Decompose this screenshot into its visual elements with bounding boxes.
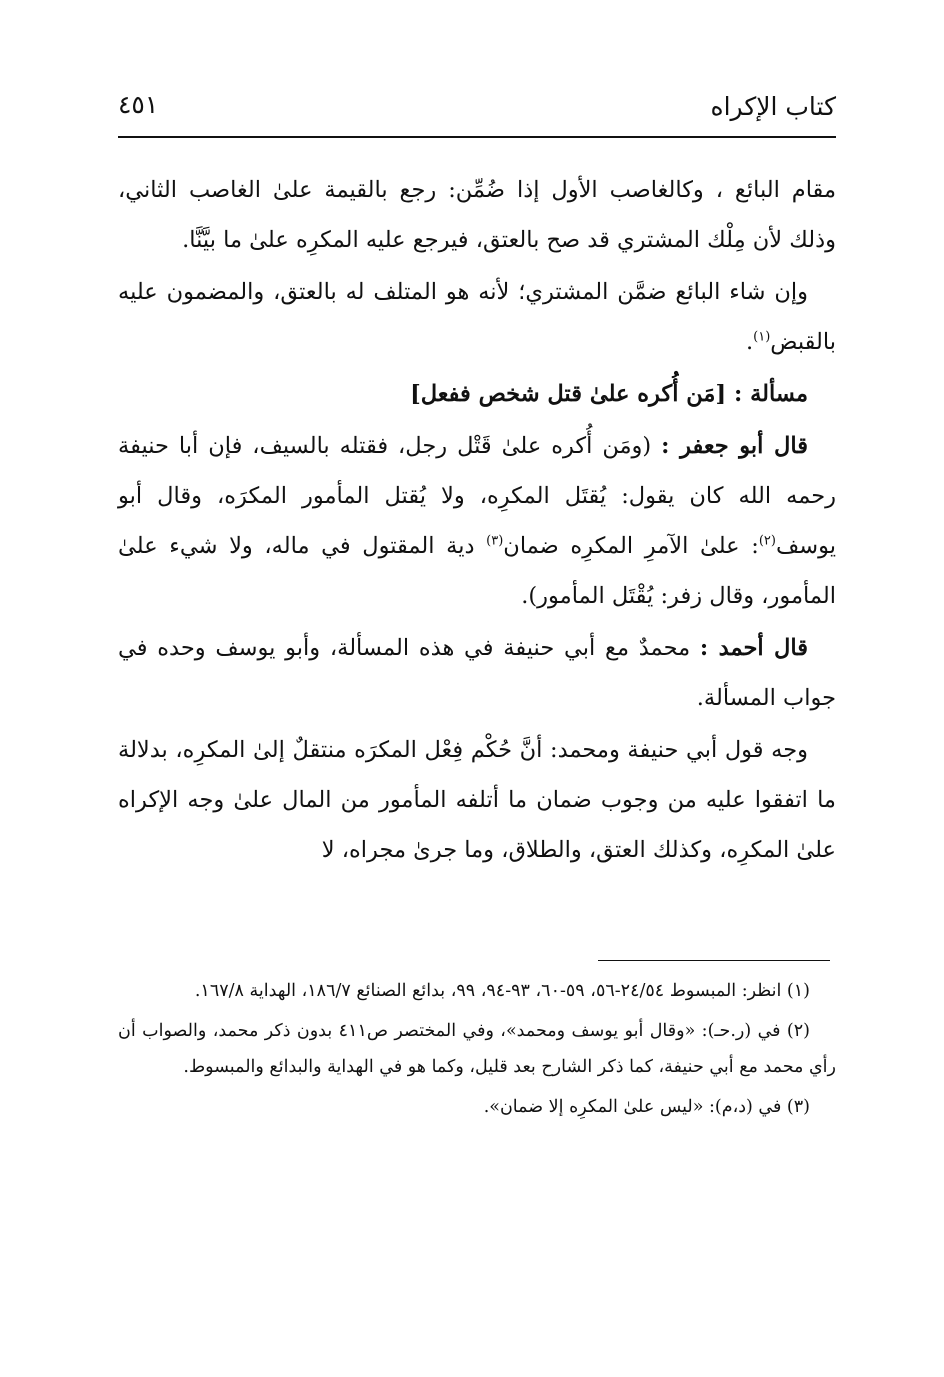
- main-text: [118, 165, 836, 877]
- paragraph-4-text: محمدٌ مع أبي حنيفة في هذه المسألة، وأبو يوسف وحده في جواب المسألة.: [118, 635, 836, 711]
- header-rule: [118, 136, 836, 138]
- footnote-ref-1: (١): [753, 329, 771, 345]
- footnote-2: (٢) في (ر.حـ): «وقال أبو يوسف ومحمد»، وفي المختصر ص٤١١ بدون ذكر محمد، والصواب أن رأي محمد مع أبي حنيفة، كما ذكر الشارح بعد قليل، وكما هو في الهداية والبدائع والمبسوط.: [118, 1021, 836, 1077]
- footnote-1: (١) انظر: المبسوط ٢٤/٥٤-٥٦، ٥٩-٦٠، ٩٣-٩٤، ٩٩، بدائع الصنائع ١٨٦/٧، الهداية ١٦٧/٨.: [194, 981, 810, 1001]
- paragraph-1: مقام البائع ، وكالغاصب الأول إذا ضُمِّن: رجع بالقيمة علىٰ الغاصب الثاني، وذلك لأن مِلْك المشتري قد صح بالعتق، فيرجع عليه المكرِه علىٰ ما بيَّنَّا.: [118, 177, 836, 253]
- masala-label: مسألة :: [733, 381, 808, 407]
- paragraph-2: [118, 267, 836, 367]
- paragraph-3-a: (ومَن أُكره علىٰ قَتْل رجل، فقتله بالسيف، فإن أبا حنيفة رحمه الله كان يقول: يُقتَل المكرِه، ولا يُقتل المأمور المكرَه، وقال أبو يوسف: [118, 433, 836, 559]
- footnotes: [118, 973, 836, 1129]
- masala-title: [مَن أُكره علىٰ قتل شخص ففعل]: [410, 381, 727, 407]
- paragraph-2-end: .: [745, 329, 754, 355]
- speaker-abu-jafar: قال أبو جعفر :: [661, 433, 808, 459]
- masala-heading: [118, 369, 836, 419]
- paragraph-3: [118, 421, 836, 621]
- paragraph-3-c: دية المقتول في ماله، ولا شيء علىٰ المأمور، وقال زفر: يُقْتَل المأمور).: [118, 533, 836, 609]
- footnote-3: (٣) في (د،م): «ليس علىٰ المكرِه إلا ضمان».: [483, 1097, 810, 1117]
- paragraph-3-b: : علىٰ الآمرِ المكرِه ضمان: [503, 533, 759, 559]
- footnote-ref-3: (٣): [486, 533, 504, 549]
- footnote-ref-2: (٢): [758, 533, 776, 549]
- speaker-ahmad: قال أحمد :: [699, 635, 808, 661]
- footnote-rule: [598, 960, 830, 961]
- page-header: [118, 88, 836, 130]
- paragraph-2-text: وإن شاء البائع ضمَّن المشتري؛ لأنه هو المتلف له بالعتق، والمضمون عليه بالقبض: [118, 279, 836, 355]
- page-number: ٤٥١: [118, 90, 159, 119]
- paragraph-4: [118, 623, 836, 723]
- chapter-title: كتاب الإكراه: [710, 92, 836, 121]
- paragraph-5: وجه قول أبي حنيفة ومحمد: أنَّ حُكْم فِعْل المكرَه منتقلٌ إلىٰ المكرِه، بدلالة ما اتفقوا عليه من وجوب ضمان ما أتلفه المأمور من المال علىٰ وجه الإكراه علىٰ المكرِه، وكذلك العتق، والطلاق، وما جرىٰ مجراه، لا: [118, 737, 836, 863]
